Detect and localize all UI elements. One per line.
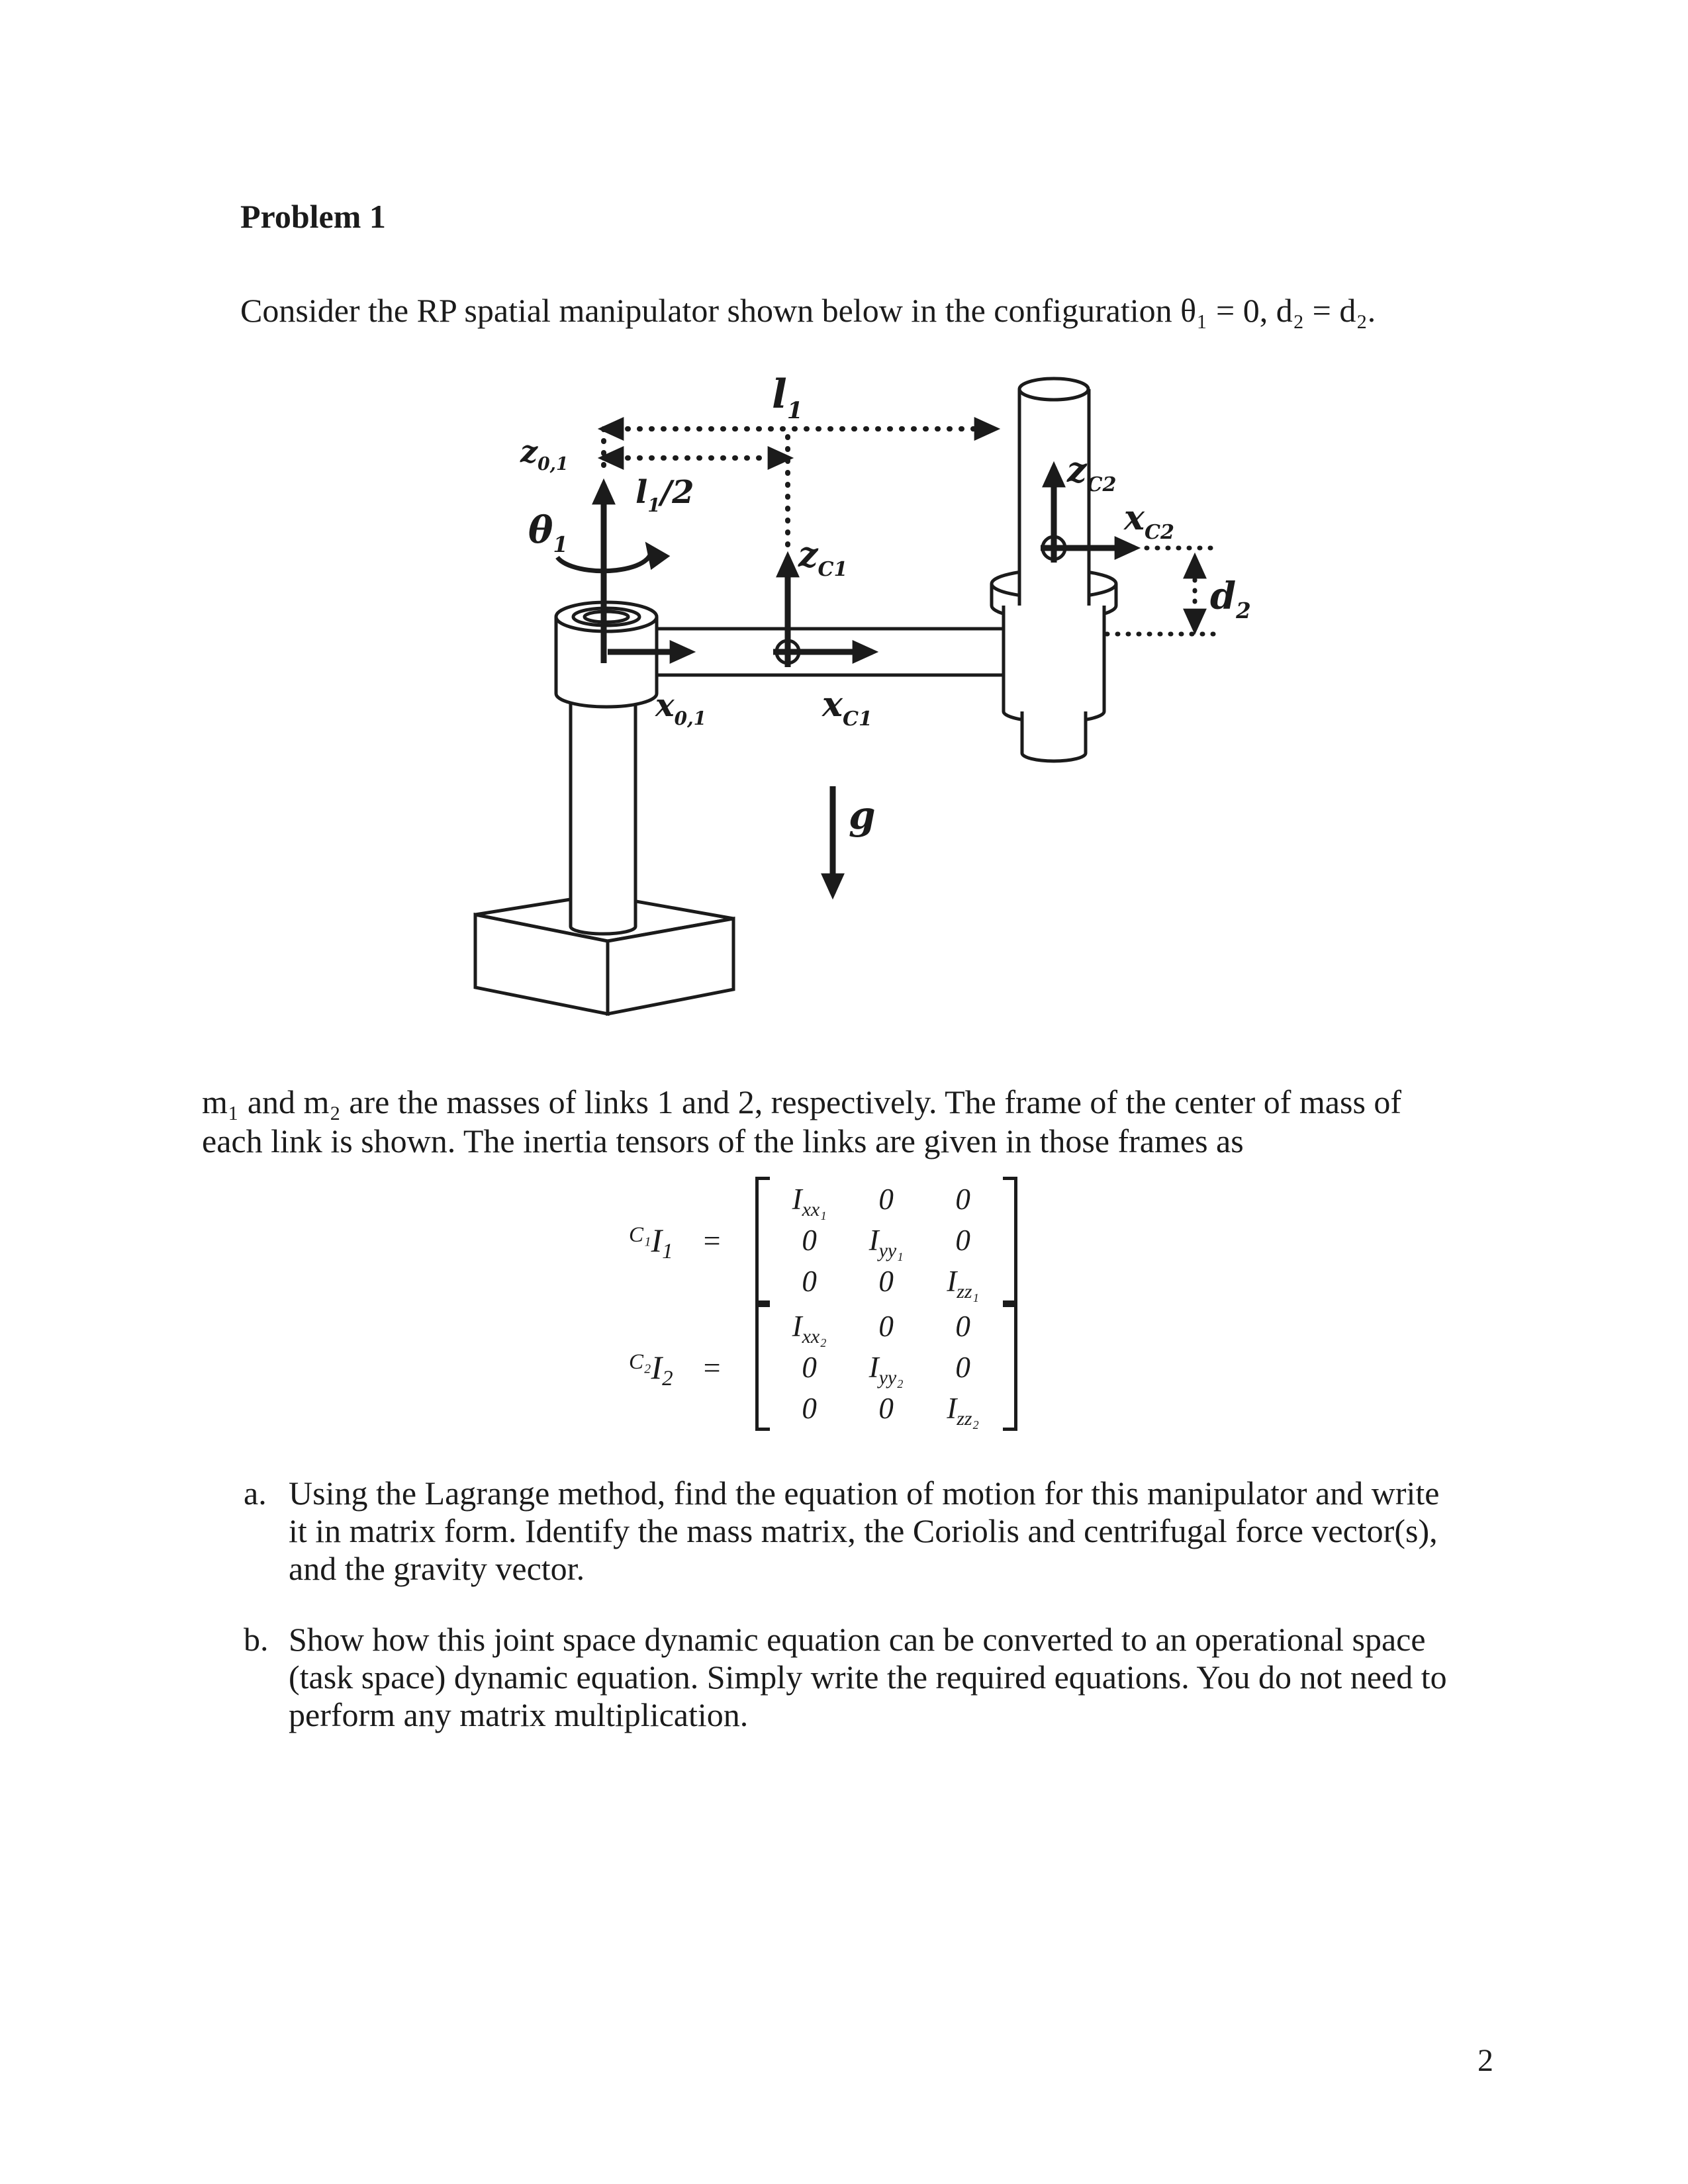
label-g: g — [849, 793, 876, 838]
column-body — [571, 692, 635, 934]
matrix1-label: C₁ I 1 — [629, 1222, 673, 1263]
inertia-matrix-link2 — [755, 1304, 1017, 1431]
matrix-cell: $I_{yy_1}$ — [868, 1224, 904, 1261]
question-item-b — [244, 1621, 1462, 1734]
matrix-cell: $I_{zz_2}$ — [947, 1392, 979, 1430]
inertia-matrix-link1 — [755, 1177, 1017, 1304]
question-list — [244, 1475, 1462, 1767]
matrix-cell: $I_{xx_1}$ — [792, 1183, 827, 1220]
matrix-cell: $I_{xx_2}$ — [792, 1310, 827, 1347]
question-item-a — [244, 1475, 1462, 1588]
dimension-l1 — [604, 429, 994, 467]
label-l1: $l_1$ — [772, 371, 804, 424]
label-xc2: $x_{C2}$ — [1124, 498, 1174, 544]
block-body — [1004, 606, 1104, 722]
matrix2-label: C₂ I 2 — [629, 1349, 673, 1390]
rod-lower-stub — [1022, 711, 1086, 761]
question-text: Show how this joint space dynamic equation can be converted to an operational space (task space) dynamic equation. Simply write the required equations. You do not need to perform any matrix multiplication. — [289, 1621, 1447, 1733]
matrix-cell: 0 — [955, 1310, 970, 1343]
question-marker: b. — [244, 1621, 269, 1658]
left-bracket — [755, 1177, 770, 1304]
question-text: Using the Lagrange method, find the equation of motion for this manipulator and write it in matrix form. Identify the mass matrix, the Coriolis and centrifugal force vector(s), and the gravity vector. — [289, 1475, 1440, 1587]
label-x01: $x_{0,1}$ — [655, 687, 707, 729]
matrix-cell: 0 — [955, 1183, 970, 1216]
dimension-d2 — [1107, 559, 1219, 634]
inertia-equation-link2 — [629, 1304, 1017, 1431]
label-theta1: $\theta_1$ — [528, 508, 568, 557]
prismatic-joint-block — [1004, 606, 1104, 761]
label-l1-half: $l_1/2$ — [635, 474, 694, 516]
label-zc2: $z_{C2}$ — [1067, 450, 1117, 496]
matrix-cell: 0 — [955, 1224, 970, 1257]
intro-paragraph: Consider the RP spatial manipulator shown below in the configuration θ₁ = 0, d₂ = d₂. — [240, 292, 1376, 329]
label-d2: $d_2$ — [1210, 574, 1251, 623]
question-marker: a. — [244, 1475, 267, 1512]
problem-title: Problem 1 — [240, 198, 386, 235]
rod-top — [1019, 379, 1088, 400]
matrix-cell: 0 — [802, 1392, 817, 1425]
masses-paragraph: m₁ and m₂ are the masses of links 1 and 2, respectively. The frame of the center of mass of each link is shown. The inertia tensors of the links are given in those frames as — [202, 1083, 1402, 1160]
matrix-cell: $I_{zz_1}$ — [947, 1265, 979, 1302]
label-zc1: $z_{C1}$ — [798, 535, 848, 581]
label-z01: $z_{0,1}$ — [520, 433, 569, 475]
right-bracket — [1003, 1177, 1017, 1304]
matrix-cell: 0 — [878, 1310, 894, 1343]
equals-sign: = — [703, 1350, 721, 1385]
inertia-equation-link1 — [629, 1177, 1017, 1304]
matrix-cell: $I_{yy_2}$ — [868, 1351, 904, 1388]
left-bracket — [755, 1304, 770, 1431]
manipulator-diagram — [430, 344, 1291, 1085]
matrix-cell: 0 — [878, 1392, 894, 1425]
page-number: 2 — [1477, 2043, 1493, 2078]
matrix-cell: 0 — [802, 1351, 817, 1384]
right-bracket — [1003, 1304, 1017, 1431]
link1-column — [571, 692, 635, 934]
matrix-cell: 0 — [878, 1183, 894, 1216]
equals-sign: = — [703, 1223, 721, 1257]
inertia-tensor-equations — [629, 1177, 1017, 1431]
matrix-cell: 0 — [955, 1351, 970, 1384]
label-xc1: $x_{C1}$ — [822, 684, 872, 731]
dimension-l1-half — [604, 437, 788, 547]
matrix-cell: 0 — [802, 1224, 817, 1257]
matrix-cell: 0 — [878, 1265, 894, 1298]
matrix-cell: 0 — [802, 1265, 817, 1298]
